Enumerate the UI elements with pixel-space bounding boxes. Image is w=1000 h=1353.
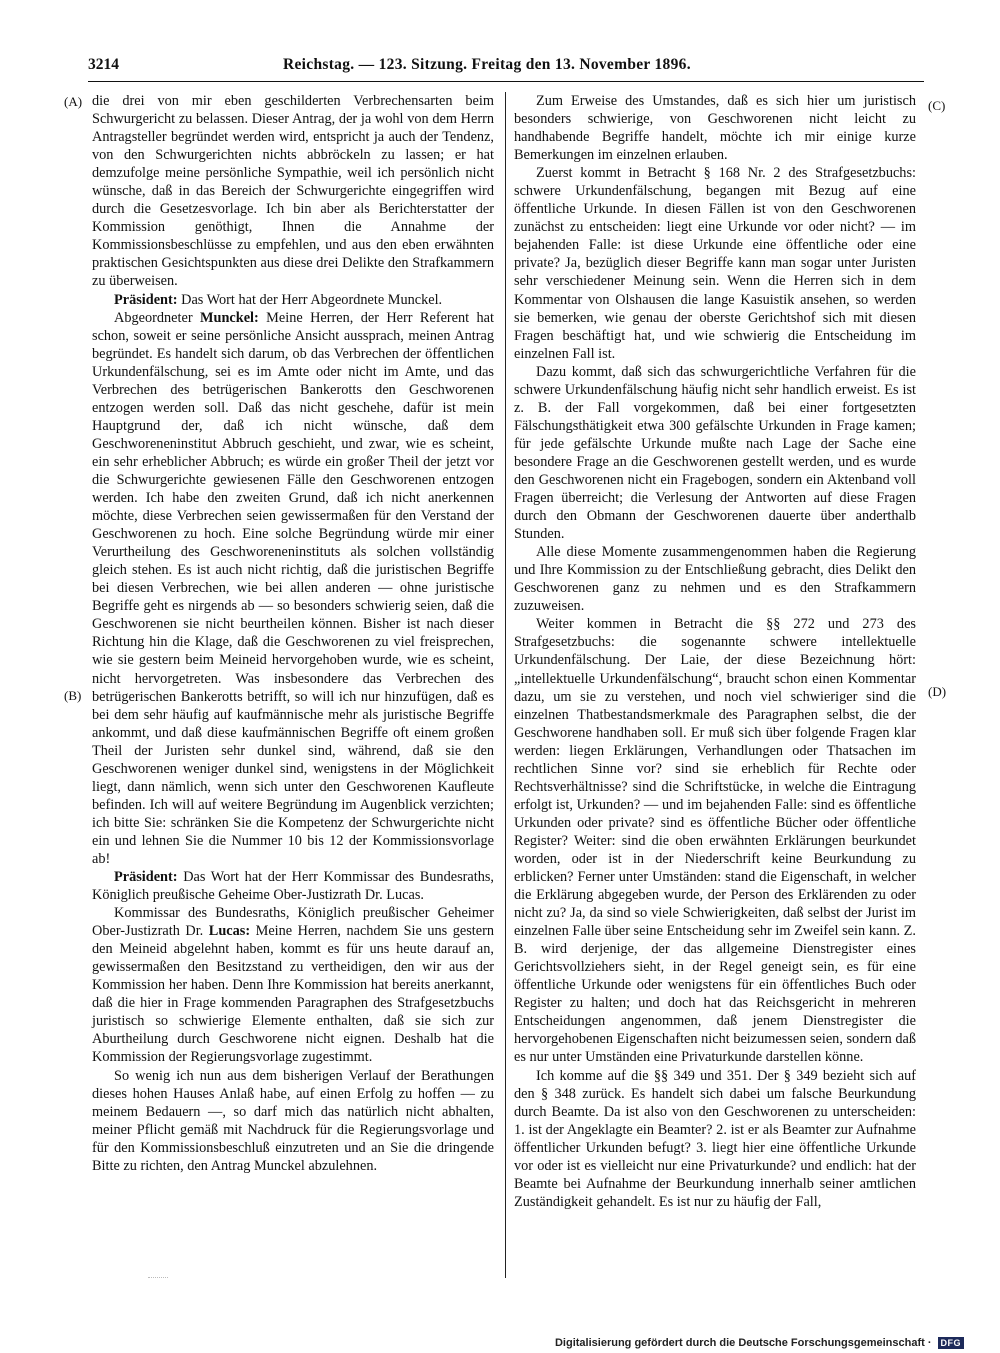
speaker-name: Munckel: (200, 309, 259, 326)
paragraph (92, 868, 494, 904)
speaker-prefix: Abgeordneter (114, 309, 193, 326)
faint-stamp (148, 1271, 168, 1278)
footer-text: Digitalisierung gefördert durch die Deutsche Forschungsgemeinschaft · (554, 1337, 932, 1349)
header-rule (88, 81, 924, 82)
paragraph-text: Das Wort hat der Herr Kommissar des Bundesraths, Königlich preußische Geheime Ober-Justizrath Dr. Lucas. (92, 869, 494, 904)
paragraph: Weiter kommen in Betracht die §§ 272 und 273 des Strafgesetzbuchs: die sogenannte schwere intellektuelle Urkundenfälschung. Der Laie, der diese Bezeichnung hört: „intellektuelle Urkundenfälschung“, braucht schon einen Kommentar dazu, um sie zu verstehen, und noch viel schwieriger sind die einzelnen Thatbestandsmerkmale des Paragraphen selbst, die der Geschworene handhaben soll. Er muß sich über folgende Fragen klar werden: liegen Erklärungen, Verhandlungen oder Thatsachen im rechtlichen Sinne vor? sind sie erheblich für Rechte oder Rechtsverhältnisse? sind die Schriftstücke, in welche die Eintragung erfolgt ist, Urkunden? — und im bejahenden Falle: sind es öffentliche Urkunden oder private? sind es öffentliche Bücher oder öffentliche Register? Weiter: sind die oben erwähnten Erklärungen beurkundet worden, oder ist in der Niederschrift keine Beurkundung zu erblicken? Ferner unter Umständen: stand die Eigenschaft, in welcher die Erklärung abgegeben wurde, der Person des Erklärenden zu oder nicht zu? Ja, da sind so viele Schwierigkeiten, daß selbst der Jurist im einzelnen Falle über seine Entscheidung sehr im Zweifel sein kann. Z. B. wird derjenige, der das allgemeine Dienstregister eines Gerichtsvollziehers sieht, in der Regel geneigt sein, es für eine öffentliche Urkunde oder wenigstens für ein öffentliches Buch oder Register zu halten; und doch hat das Reichsgericht in mehreren Entscheidungen angenommen, daß jenem Dienstregister die hervorgehobenen Eigenschaften nicht beizumessen seien, sondern daß es nur unter Umständen eine Privaturkunde darstellen könne. (514, 616, 916, 1066)
left-column (92, 92, 494, 1175)
column-divider (505, 92, 506, 1278)
paragraph-text: Das Wort hat der Herr Abgeordnete Munckel. (181, 291, 443, 308)
margin-marker-c: (C) (928, 98, 946, 113)
paragraph: Alle diese Momente zusammengenommen haben die Regierung und Ihre Kommission zu der Entschließung gebracht, dies Delikt den Geschworenen ganz zu nehmen und es den Strafkammern zuzuweisen. (514, 544, 916, 615)
margin-marker-a: (A) (64, 94, 83, 109)
paragraph (92, 291, 494, 309)
paragraph-text: Meine Herren, nachdem Sie uns gestern den Meineid abgelehnt haben, kommt es für uns heute darauf an, gewissermaßen den Besitzstand zu vertheidigen, den wir aus der Kommission her haben. Denn Ihre Kommission hat bereits anerkannt, daß die hier in Frage kommenden Paragraphen des Strafgesetzbuchs juristisch so schwierige Elemente enthalten, daß sie sich zur Aburtheilung durch Geschworene nicht eignen. Deshalb hat die Kommission der Regierungsvorlage zugestimmt. (92, 923, 495, 1066)
speaker-name: Präsident: (114, 869, 178, 886)
dfg-logo: DFG (938, 1337, 965, 1349)
paragraph (92, 904, 494, 1066)
paragraph-text: Meine Herren, der Herr Referent hat schon, soweit er seine persönliche Ansicht aussprach, meinen Antrag begründet. Es handelt sich darum, ob das Verbrechen der öffentlichen Urkundenfälschung, sei es im Amte oder nicht im Amte, und das Verbrechen des betrügerischen Bankerotts den Geschworenen entzogen werden soll. Daß das nicht geschehe, dafür ist mein Hauptgrund der, daß ich nicht wünsche, daß dem Geschworeneninstitut Abbruch geschieht, und zwar, wie es scheint, ein sehr erheblicher Abbruch; es würde ein großer Theil der jetzt vor die Schwurgerichte gewiesenen Fälle den Geschworenen entzogen werden. Ich habe den zweiten Grund, daß ich nicht anerkennen möchte, diese Verbrechen seien gewissermaßen für den Verstand der Geschworenen zu hoch. Eine solche Begründung würde mir einer Verurtheilung des Geschworeneninstituts als solchen vollständig gleich stehen. Es ist auch nicht richtig, daß die juristischen Begriffe bei diesen Verbrechen, wie bei allen anderen — ohne juristische Begriffe geht es nirgends ab — so besonders schwierig seien, daß die Geschworenen sie nicht beurtheilen können. Bisher ist nach dieser Richtung hin die Klage, daß die Geschworenen zu viel freisprechen, wie sie gestern beim Meineid hervorgehoben wurde, wie es scheint, nicht hervorgetreten. Was insbesondere das Verbrechen des betrügerischen Bankerotts betrifft, so will ich nur hinzufügen, daß es bei dem sehr häufig auf kaufmännische mehr als juristische Begriffe ankommt, und daß diese kaufmännischen Begriffe oft einem großen Theil der Juristen sehr dunkel sind, während, daß sie den Geschworenen weniger dunkel sind, wenigstens in der Möglichkeit liegt, dann nämlich, wenn sich unter den Geschworenen Kaufleute befinden. Ich will auf weitere Begründung im Augenblick verzichten; ich bitte Sie: schränken Sie die Kompetenz der Schwurgerichte nicht ein und lehnen Sie die Nummer 10 bis 12 der Kommissionsvorlage ab! (92, 309, 494, 867)
paragraph: So wenig ich nun aus dem bisherigen Verlauf der Berathungen dieses hohen Hauses Anlaß habe, auf einen Erfolg zu hoffen — zu meinem Bedauern —, so darf mich das natürlich nicht abhalten, meiner Pflicht gemäß mit Nachdruck für die Regierungsvorlage und für den Kommissionsbeschluß einzutreten und an Sie die dringende Bitte zu richten, den Antrag Munckel abzulehnen. (92, 1067, 494, 1174)
page-header (88, 56, 910, 78)
speaker-name: Präsident: (114, 291, 178, 308)
paragraph: Zuerst kommt in Betracht § 168 Nr. 2 des Strafgesetzbuchs: schwere Urkundenfälschung, begangen mit Bezug auf eine öffentliche Urkunde. In diesen Fällen ist von den Geschworenen zunächst zu entscheiden: liegt eine Urkunde vor oder nicht? — im bejahenden Falle: ist diese Urkunde eine öffentliche oder eine private? Ja, bezüglich dieser Begriffe kann man sogar unter Juristen sehr verschiedener Meinung sein. Wenn die Herren sich in dem Kommentar von Olshausen die lange Kasuistik ansehen, so werden sie bemerken, wie genau der oberste Gerichtshof sich mit diesen Fragen beschäftigt hat, und wie schwierig die Entscheidung im einzelnen Fall ist. (514, 165, 916, 362)
paragraph (92, 309, 494, 868)
speaker-name: Lucas: (208, 923, 251, 940)
digitization-footer (555, 1336, 964, 1350)
margin-marker-d: (D) (928, 684, 947, 699)
margin-marker-b: (B) (64, 688, 82, 703)
paragraph: Ich komme auf die §§ 349 und 351. Der § 349 bezieht sich auf den § 348 zurück. Es handelt sich dabei um falsche Beurkundung durch Beamte. Da ist also von den Geschworenen zu unterscheiden: 1. ist der Angeklagte ein Beamter? 2. ist er als Beamter zur Aufnahme öffentlicher Urkunden befugt? 3. liegt hier eine öffentliche Urkunde vor oder ist es vielleicht nur eine Privaturkunde? und endlich: hat der Beamte bei Aufnahme der Beurkundung innerhalb seiner amtlichen Zuständigkeit gehandelt. Es ist nur zu häufig der Fall, (514, 1067, 916, 1210)
page-number: 3214 (88, 56, 119, 73)
paragraph: Zum Erweise des Umstandes, daß es sich hier um juristisch besonders schwierige, von Geschworenen nicht leicht zu handhabende Begriffe handelt, möchte ich mir einige kurze Bemerkungen im einzelnen erlauben. (514, 93, 916, 164)
speaker-prefix: Kommissar des Bundesraths, Königlich preußischer Geheimer Ober-Justizrath Dr. (92, 905, 494, 940)
paragraph: die drei von mir eben geschilderten Verbrechensarten beim Schwurgericht zu belassen. Dieser Antrag, der ja wohl von dem Herrn Antragsteller begründet werden wird, entspricht ja auch der Tendenz, von den Schwurgerichten nichts abbröckeln zu lassen; er hat demzufolge meine persönliche Sympathie, weil ich persönlich nicht wünsche, daß in das Bereich der Schwurgerichte eingegriffen wird durch die Gesetzesvorlage. Ich bin aber als Berichterstatter der Kommission genöthigt, Ihnen die Annahme der Kommissionsbeschlüsse zu empfehlen, und aus den eben erwähnten praktischen Gesichtspunkten aus diese drei Delikte den Strafkammern zu überweisen. (92, 93, 494, 290)
paragraph: Dazu kommt, daß sich das schwurgerichtliche Verfahren für die schwere Urkundenfälschung häufig nicht sehr handlich erweist. Es ist z. B. der Fall vorgekommen, daß bei einer fortgesetzten Fälschungsthätigkeit etwa 300 gefälschte Urkunden in Frage kamen; für jede gefälschte Urkunde mußte nach Lage der Sache eine besondere Frage an die Geschworenen gestellt werden, und es wurde den Geschworenen nicht ein Fragebogen, sondern ein Aktenband voll Fragen überreicht; die Verlesung der Antworten auf diese Fragen durch den Obmann der Geschworenen dauerte über anderthalb Stunden. (514, 363, 916, 543)
page-title: Reichstag. — 123. Sitzung. Freitag den 13. November 1896. (283, 56, 691, 73)
right-column (514, 92, 916, 1211)
